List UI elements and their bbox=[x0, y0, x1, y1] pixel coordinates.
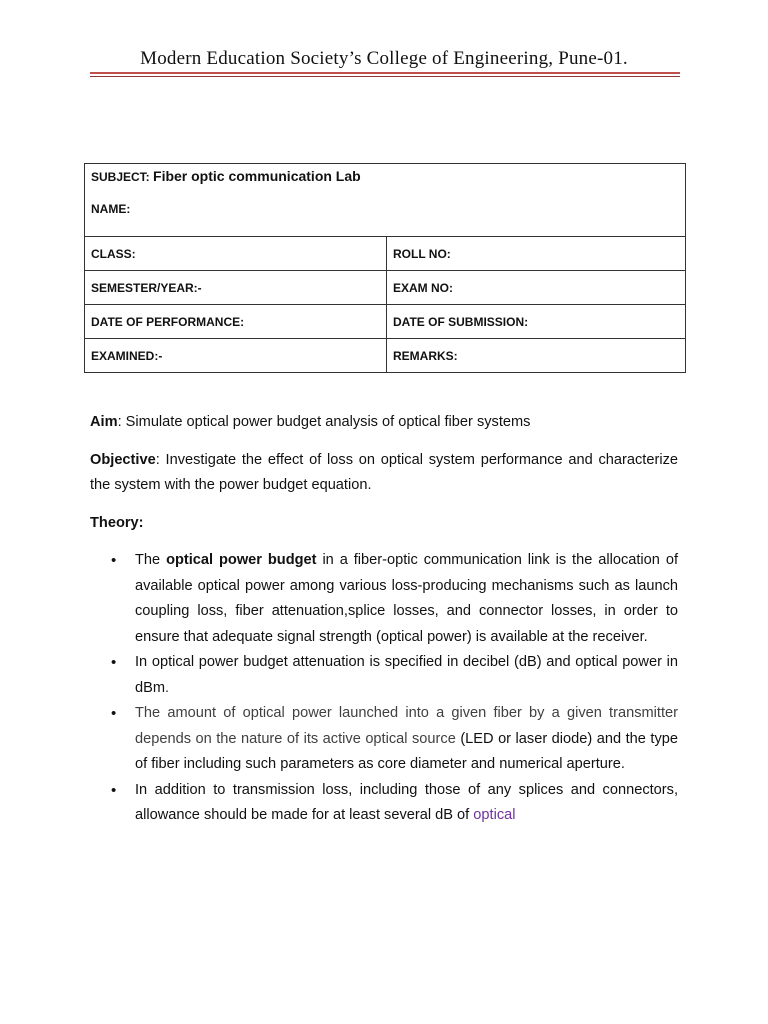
subject-name-cell bbox=[85, 164, 686, 237]
aim-label: Aim bbox=[90, 414, 118, 430]
optical-power-budget-term: optical power budget bbox=[166, 552, 317, 568]
theory-heading: Theory: bbox=[90, 514, 144, 531]
student-info-table bbox=[84, 163, 686, 373]
class-cell: CLASS: bbox=[85, 237, 387, 271]
date-of-performance-cell: DATE OF PERFORMANCE: bbox=[85, 305, 387, 339]
examined-cell: EXAMINED:- bbox=[85, 339, 387, 373]
optical-link-text: optical bbox=[473, 807, 516, 823]
date-of-submission-cell: DATE OF SUBMISSION: bbox=[387, 305, 686, 339]
list-item: • In addition to transmission loss, including those of any splices and connectors, allowance should be made for at least several dB of optical bbox=[90, 778, 678, 829]
name-label: NAME: bbox=[91, 202, 131, 216]
exam-no-cell: EXAM NO: bbox=[387, 271, 686, 305]
aim-text: : Simulate optical power budget analysis of optical fiber systems bbox=[117, 414, 531, 430]
subject-value: Fiber optic communication Lab bbox=[153, 168, 361, 184]
subject-line bbox=[91, 168, 679, 184]
header-rule-thin bbox=[90, 76, 680, 77]
list-item: • The optical power budget in a fiber-optic communication link is the allocation of available optical power among various loss-producing mechanisms such as launch coupling loss, fiber attenuation,splice losses, and connector losses, in order to ensure that adequate signal strength (optical power) is available at the receiver. bbox=[90, 548, 678, 650]
objective-paragraph bbox=[90, 448, 678, 499]
objective-label: Objective bbox=[90, 451, 156, 468]
college-header: Modern Education Society’s College of Engineering, Pune-01. bbox=[140, 48, 628, 69]
aim-paragraph bbox=[90, 410, 678, 436]
theory-bullet-list bbox=[90, 548, 678, 829]
roll-no-cell: ROLL NO: bbox=[387, 237, 686, 271]
subject-label: SUBJECT: bbox=[91, 170, 154, 184]
document-body bbox=[90, 410, 678, 829]
header-rule bbox=[90, 72, 680, 74]
list-item: • The amount of optical power launched into a given fiber by a given transmitter depends on the nature of its active optical source (LED or laser diode) and the type of fiber including such parameters as core diameter and numerical aperture. bbox=[90, 701, 678, 778]
remarks-cell: REMARKS: bbox=[387, 339, 686, 373]
objective-text: : Investigate the effect of loss on optical system performance and characterize the system with the power budget equation. bbox=[90, 451, 678, 493]
list-item: • In optical power budget attenuation is specified in decibel (dB) and optical power in dBm. bbox=[90, 650, 678, 701]
semester-year-cell: SEMESTER/YEAR:- bbox=[85, 271, 387, 305]
